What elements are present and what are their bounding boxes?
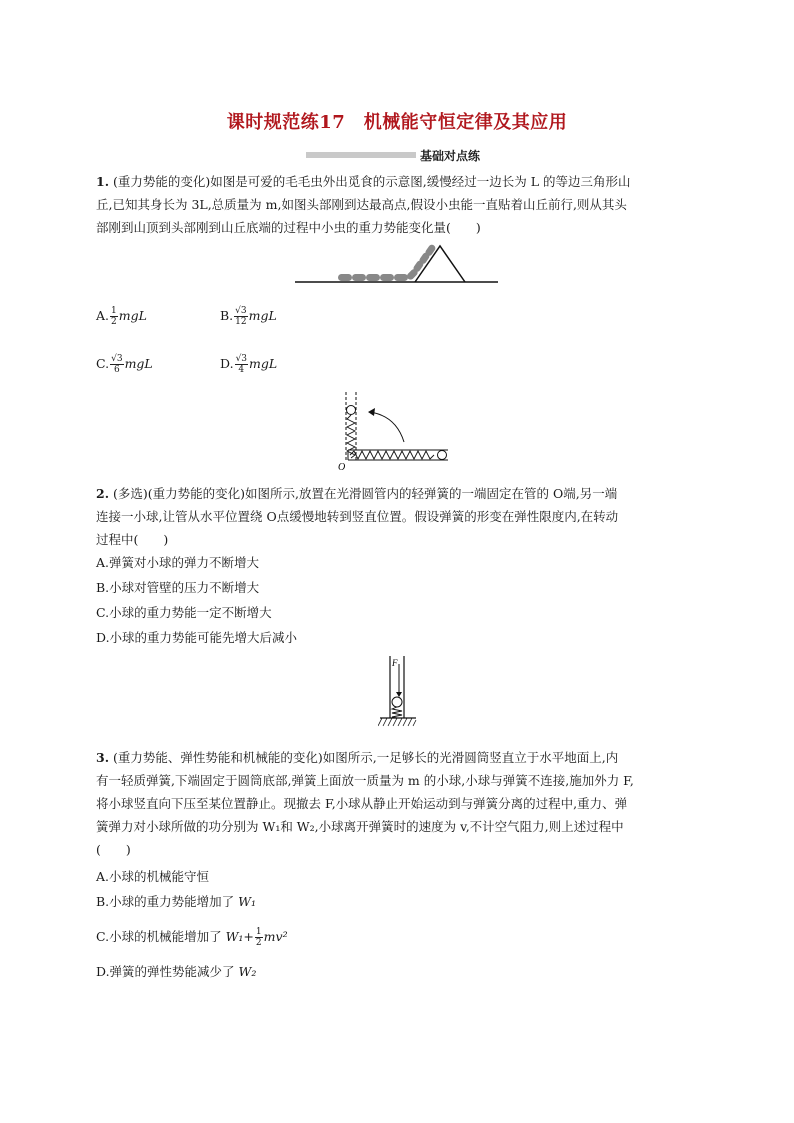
q2-option-a[interactable]: A.弹簧对小球的弹力不断增大	[96, 555, 260, 570]
question-2-line-3: 过程中( )	[96, 532, 169, 547]
section-bar	[306, 152, 416, 158]
question-1	[96, 170, 706, 239]
section-label: 基础对点练	[420, 149, 481, 163]
figure-caterpillar-hill	[290, 238, 500, 288]
question-2-line-2: 连接一小球,让管从水平位置绕 O点缓慢地转到竖直位置。假设弹簧的形变在弹性限度内,在转动	[96, 509, 619, 524]
q2-option-b[interactable]: B.小球对管壁的压力不断增大	[96, 580, 260, 595]
question-1-number: 1.	[96, 174, 110, 189]
q3-option-d[interactable]: D.弹簧的弹性势能减少了 W₂	[96, 964, 257, 979]
question-3-line-1: (重力势能、弹性势能和机械能的变化)如图所示,一足够长的光滑圆筒竖直立于水平地面上,内	[113, 750, 619, 765]
q1-option-a[interactable]: A. $\frac{1}{2}$ mgL	[96, 306, 147, 327]
q2-option-c[interactable]: C.小球的重力势能一定不断增大	[96, 605, 272, 620]
question-3	[96, 746, 706, 861]
figure-spring-tube-rotation	[336, 388, 456, 472]
q3-option-c[interactable]: C.小球的机械能增加了 W₁+ $\frac{1}{2}$ mv²	[96, 927, 288, 948]
question-1-line-3: 部刚到山顶到头部刚到山丘底端的过程中小虫的重力势能变化量( )	[96, 220, 481, 235]
question-3-line-3: 将小球竖直向下压至某位置静止。现撤去 F,小球从静止开始运动到与弹簧分离的过程中,重力、弹	[96, 796, 628, 811]
question-2-number: 2.	[96, 486, 110, 501]
force-f-label: F	[392, 658, 398, 668]
question-1-line-1: (重力势能的变化)如图是可爱的毛毛虫外出觅食的示意图,缓慢经过一边长为 L 的等边三角形山	[113, 174, 631, 189]
page-title: 课时规范练17 机械能守恒定律及其应用	[226, 112, 568, 133]
q3-option-a[interactable]: A.小球的机械能守恒	[96, 869, 210, 884]
q3-option-b[interactable]: B.小球的重力势能增加了 W₁	[96, 894, 256, 909]
question-3-line-2: 有一轻质弹簧,下端固定于圆筒底部,弹簧上面放一质量为 m 的小球,小球与弹簧不连接,施加外力 F,	[96, 773, 634, 788]
q1-option-d[interactable]: D. $\frac{√3}{4}$ mgL	[220, 354, 278, 375]
question-1-line-2: 丘,已知其身长为 3L,总质量为 m,如图头部刚到达最高点,假设小虫能一直贴着山丘前行,则从其头	[96, 197, 627, 212]
question-3-number: 3.	[96, 750, 110, 765]
q2-option-d[interactable]: D.小球的重力势能可能先增大后减小	[96, 630, 298, 645]
figure-spring-cylinder	[378, 654, 418, 730]
question-2	[96, 482, 706, 551]
question-3-line-5: ( )	[96, 842, 131, 857]
point-o-label: O	[338, 462, 346, 472]
question-3-line-4: 簧弹力对小球所做的功分别为 W₁和 W₂,小球离开弹簧时的速度为 v,不计空气阻力,则上述过程中	[96, 819, 624, 834]
question-2-line-1: (多选)(重力势能的变化)如图所示,放置在光滑圆管内的轻弹簧的一端固定在管的 O端,另一端	[113, 486, 618, 501]
q1-option-c[interactable]: C. $\frac{√3}{6}$ mgL	[96, 354, 153, 375]
q1-option-b[interactable]: B. $\frac{√3}{12}$ mgL	[220, 306, 277, 327]
